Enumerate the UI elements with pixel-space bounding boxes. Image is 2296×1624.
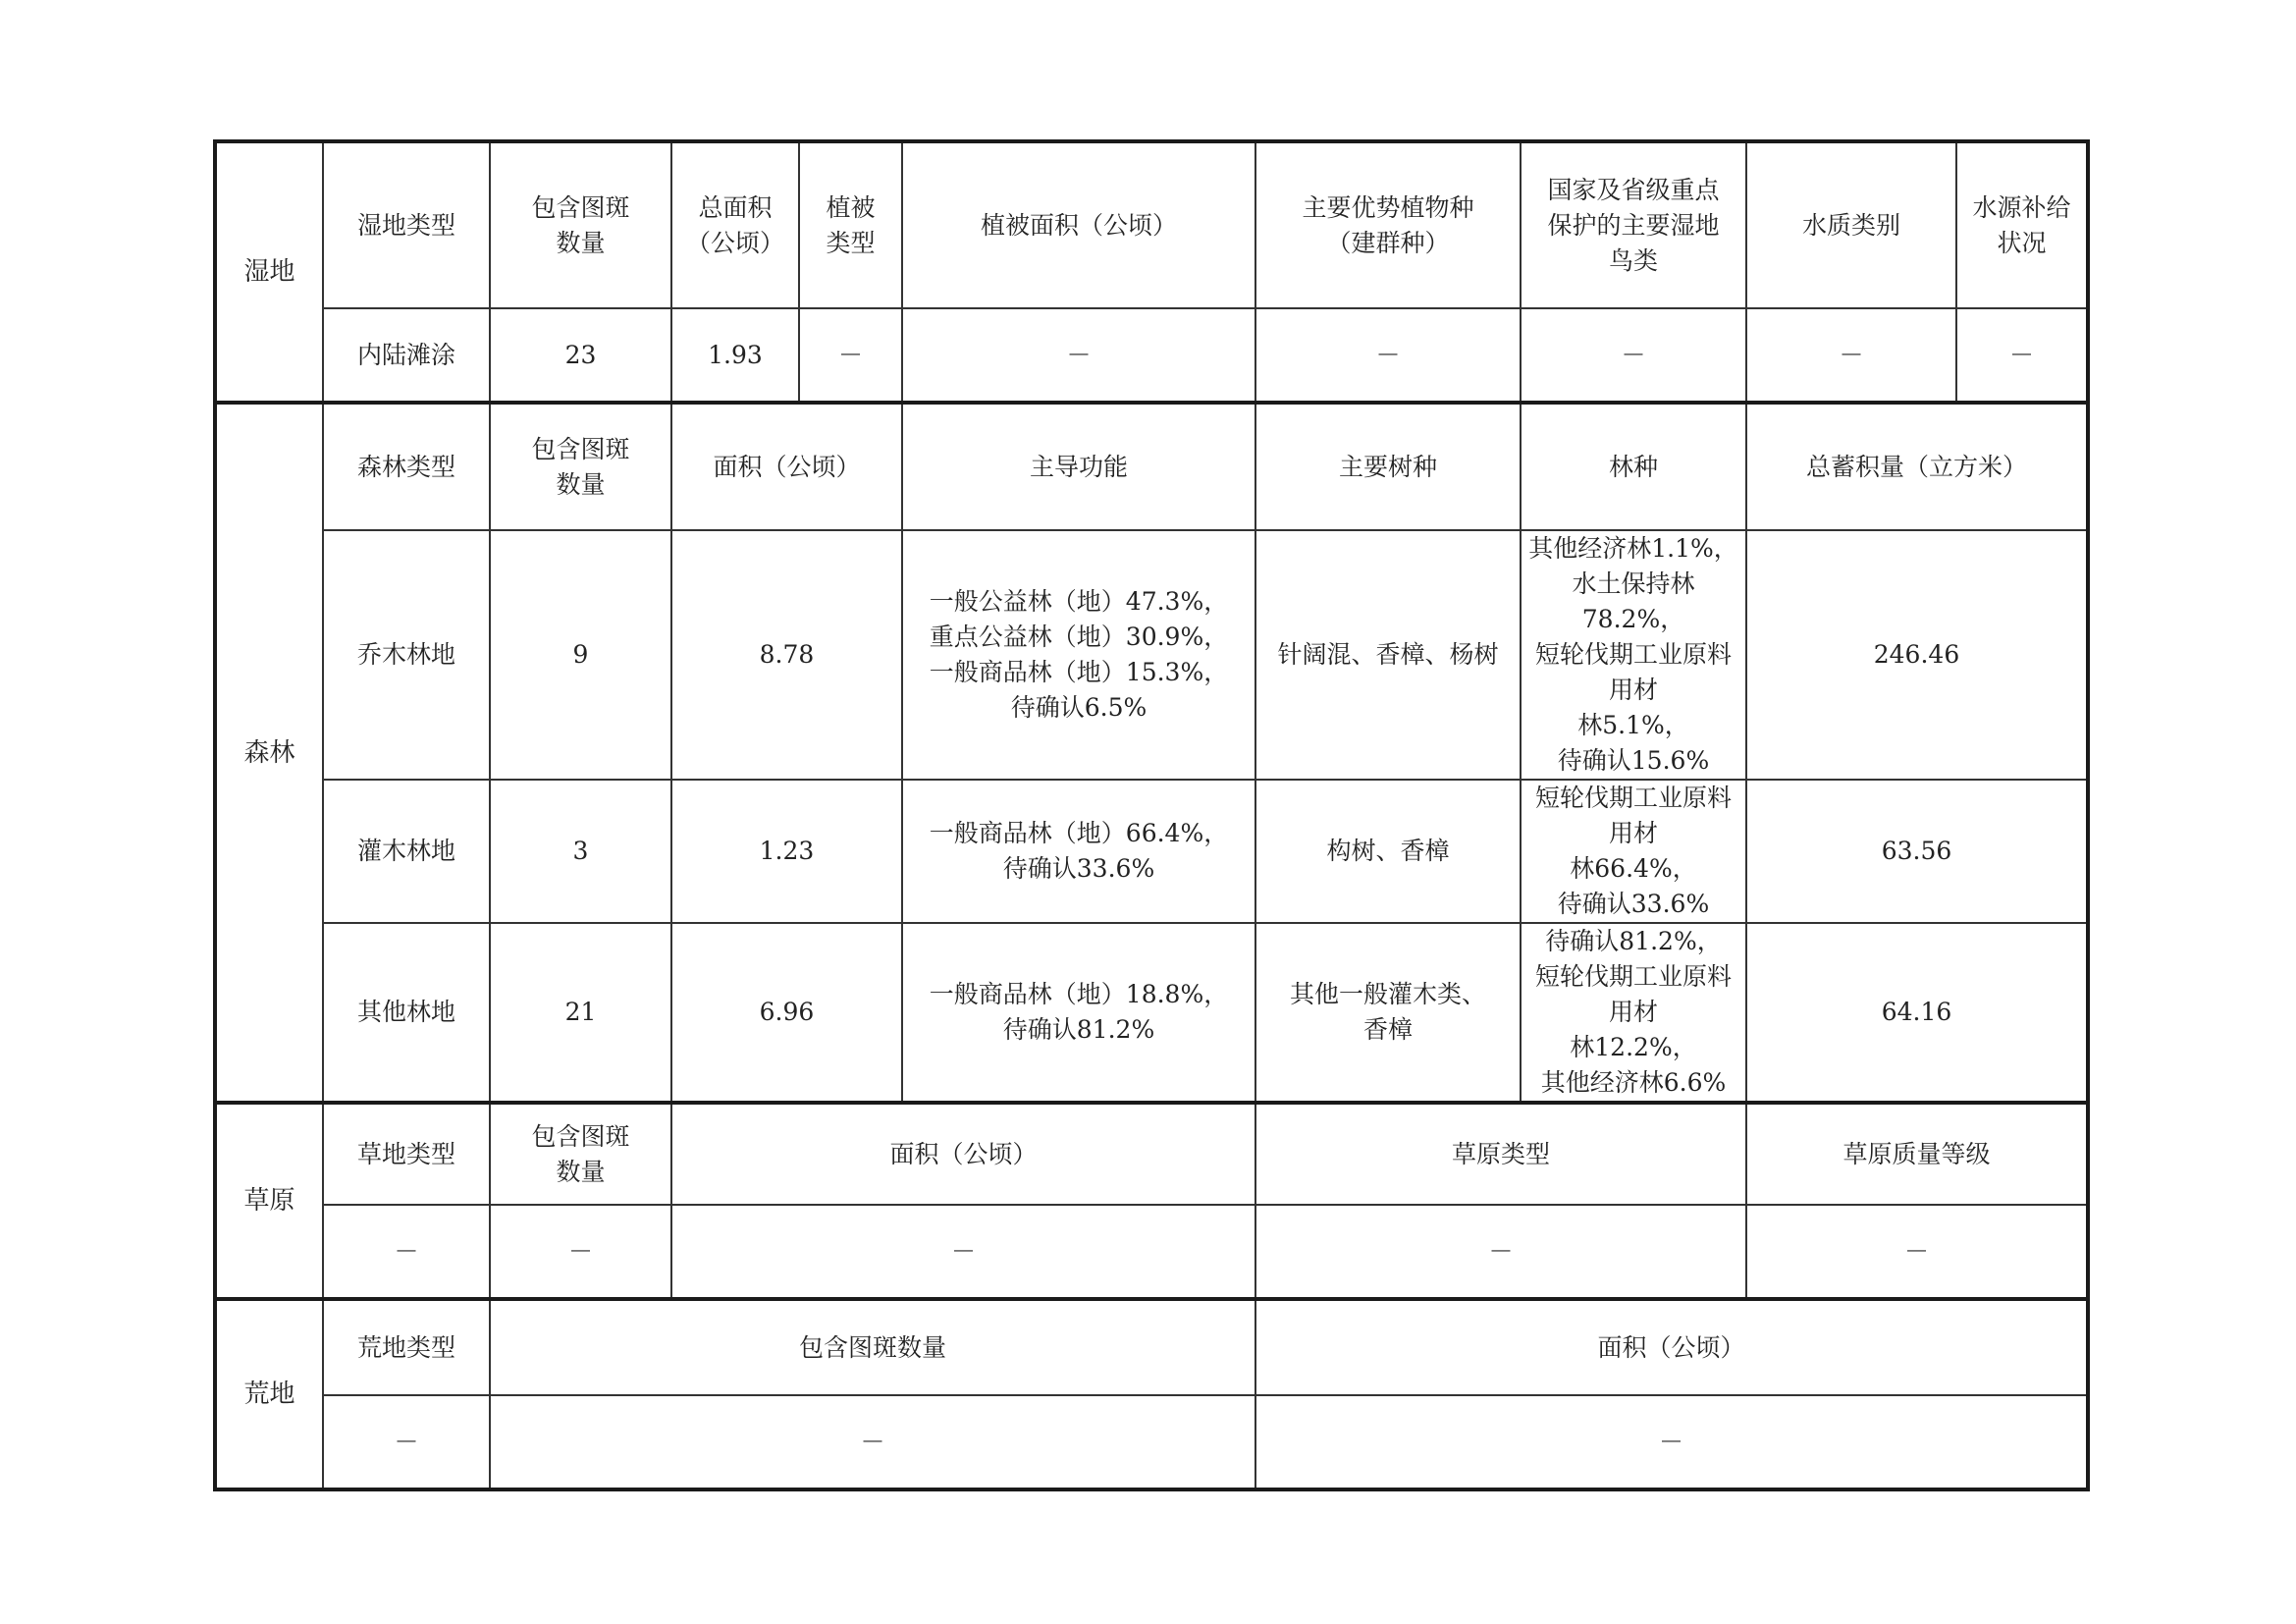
forest-header-main-function: 主导功能 [902, 403, 1255, 530]
land-resource-table [213, 139, 2090, 1491]
wetland-header-water-quality: 水质类别 [1746, 141, 1956, 308]
table-row [215, 923, 2088, 1103]
forest-row1-main-species: 针阔混、香樟、杨树 [1255, 530, 1521, 780]
table-row [215, 1205, 2088, 1299]
forest-header-patch-count: 包含图斑 数量 [490, 403, 671, 530]
grassland-header-area: 面积（公顷） [671, 1103, 1255, 1205]
forest-row2-patch-count: 3 [490, 780, 671, 923]
wasteland-cell-type: － [323, 1395, 490, 1489]
wetland-category-label: 湿地 [215, 141, 323, 403]
wetland-cell-vegetation-area: － [902, 308, 1255, 403]
wetland-cell-protected-birds: － [1521, 308, 1746, 403]
grassland-cell-patch-count: － [490, 1205, 671, 1299]
forest-row1-total-stock: 246.46 [1746, 530, 2088, 780]
forest-header-type: 森林类型 [323, 403, 490, 530]
forest-row3-forest-category: 待确认81.2%， 短轮伐期工业原料用材 林12.2%， 其他经济林6.6% [1521, 923, 1746, 1103]
wasteland-cell-patch-count: － [490, 1395, 1255, 1489]
table-row [215, 308, 2088, 403]
wetland-header-vegetation-area: 植被面积（公顷） [902, 141, 1255, 308]
forest-row3-total-stock: 64.16 [1746, 923, 2088, 1103]
wetland-cell-type: 内陆滩涂 [323, 308, 490, 403]
wetland-header-type: 湿地类型 [323, 141, 490, 308]
wasteland-header-area: 面积（公顷） [1255, 1299, 2088, 1395]
wasteland-header-type: 荒地类型 [323, 1299, 490, 1395]
wetland-header-water-supply: 水源补给 状况 [1956, 141, 2088, 308]
wetland-cell-water-supply: － [1956, 308, 2088, 403]
wasteland-header-patch-count: 包含图斑数量 [490, 1299, 1255, 1395]
wetland-cell-water-quality: － [1746, 308, 1956, 403]
grassland-header-patch-count: 包含图斑 数量 [490, 1103, 671, 1205]
wetland-header-protected-birds: 国家及省级重点 保护的主要湿地 鸟类 [1521, 141, 1746, 308]
wetland-header-patch-count: 包含图斑 数量 [490, 141, 671, 308]
forest-row2-main-species: 构树、香樟 [1255, 780, 1521, 923]
grassland-header-grassland-type: 草原类型 [1255, 1103, 1746, 1205]
grassland-header-quality-grade: 草原质量等级 [1746, 1103, 2088, 1205]
forest-row2-main-function: 一般商品林（地）66.4%， 待确认33.6% [902, 780, 1255, 923]
forest-header-main-species: 主要树种 [1255, 403, 1521, 530]
wetland-header-dominant-species: 主要优势植物种 （建群种） [1255, 141, 1521, 308]
wetland-header-vegetation-type: 植被 类型 [799, 141, 902, 308]
forest-row3-area: 6.96 [671, 923, 902, 1103]
forest-row2-area: 1.23 [671, 780, 902, 923]
wetland-header-row [215, 141, 2088, 308]
forest-row1-forest-category: 其他经济林1.1%， 水土保持林78.2%， 短轮伐期工业原料用材 林5.1%， 待确认15.6% [1521, 530, 1746, 780]
grassland-cell-area: － [671, 1205, 1255, 1299]
table-row [215, 780, 2088, 923]
wetland-cell-total-area: 1.93 [671, 308, 799, 403]
forest-row2-total-stock: 63.56 [1746, 780, 2088, 923]
wetland-cell-vegetation-type: － [799, 308, 902, 403]
grassland-cell-quality-grade: － [1746, 1205, 2088, 1299]
grassland-header-type: 草地类型 [323, 1103, 490, 1205]
forest-row1-main-function: 一般公益林（地）47.3%， 重点公益林（地）30.9%， 一般商品林（地）15.3%， 待确认6.5% [902, 530, 1255, 780]
forest-header-row [215, 403, 2088, 530]
wasteland-cell-area: － [1255, 1395, 2088, 1489]
forest-row3-main-species: 其他一般灌木类、 香樟 [1255, 923, 1521, 1103]
forest-row1-patch-count: 9 [490, 530, 671, 780]
forest-header-total-stock: 总蓄积量（立方米） [1746, 403, 2088, 530]
forest-row3-main-function: 一般商品林（地）18.8%， 待确认81.2% [902, 923, 1255, 1103]
forest-header-forest-category: 林种 [1521, 403, 1746, 530]
forest-row1-area: 8.78 [671, 530, 902, 780]
grassland-cell-grassland-type: － [1255, 1205, 1746, 1299]
forest-row3-patch-count: 21 [490, 923, 671, 1103]
grassland-header-row [215, 1103, 2088, 1205]
table-row [215, 530, 2088, 780]
wasteland-header-row [215, 1299, 2088, 1395]
forest-row2-forest-category: 短轮伐期工业原料用材 林66.4%， 待确认33.6% [1521, 780, 1746, 923]
forest-row1-type: 乔木林地 [323, 530, 490, 780]
forest-category-label: 森林 [215, 403, 323, 1103]
grassland-category-label: 草原 [215, 1103, 323, 1299]
grassland-cell-type: － [323, 1205, 490, 1299]
table-row [215, 1395, 2088, 1489]
forest-row2-type: 灌木林地 [323, 780, 490, 923]
wetland-header-total-area: 总面积 （公顷） [671, 141, 799, 308]
forest-row3-type: 其他林地 [323, 923, 490, 1103]
forest-header-area: 面积（公顷） [671, 403, 902, 530]
wasteland-category-label: 荒地 [215, 1299, 323, 1489]
wetland-cell-patch-count: 23 [490, 308, 671, 403]
wetland-cell-dominant-species: － [1255, 308, 1521, 403]
